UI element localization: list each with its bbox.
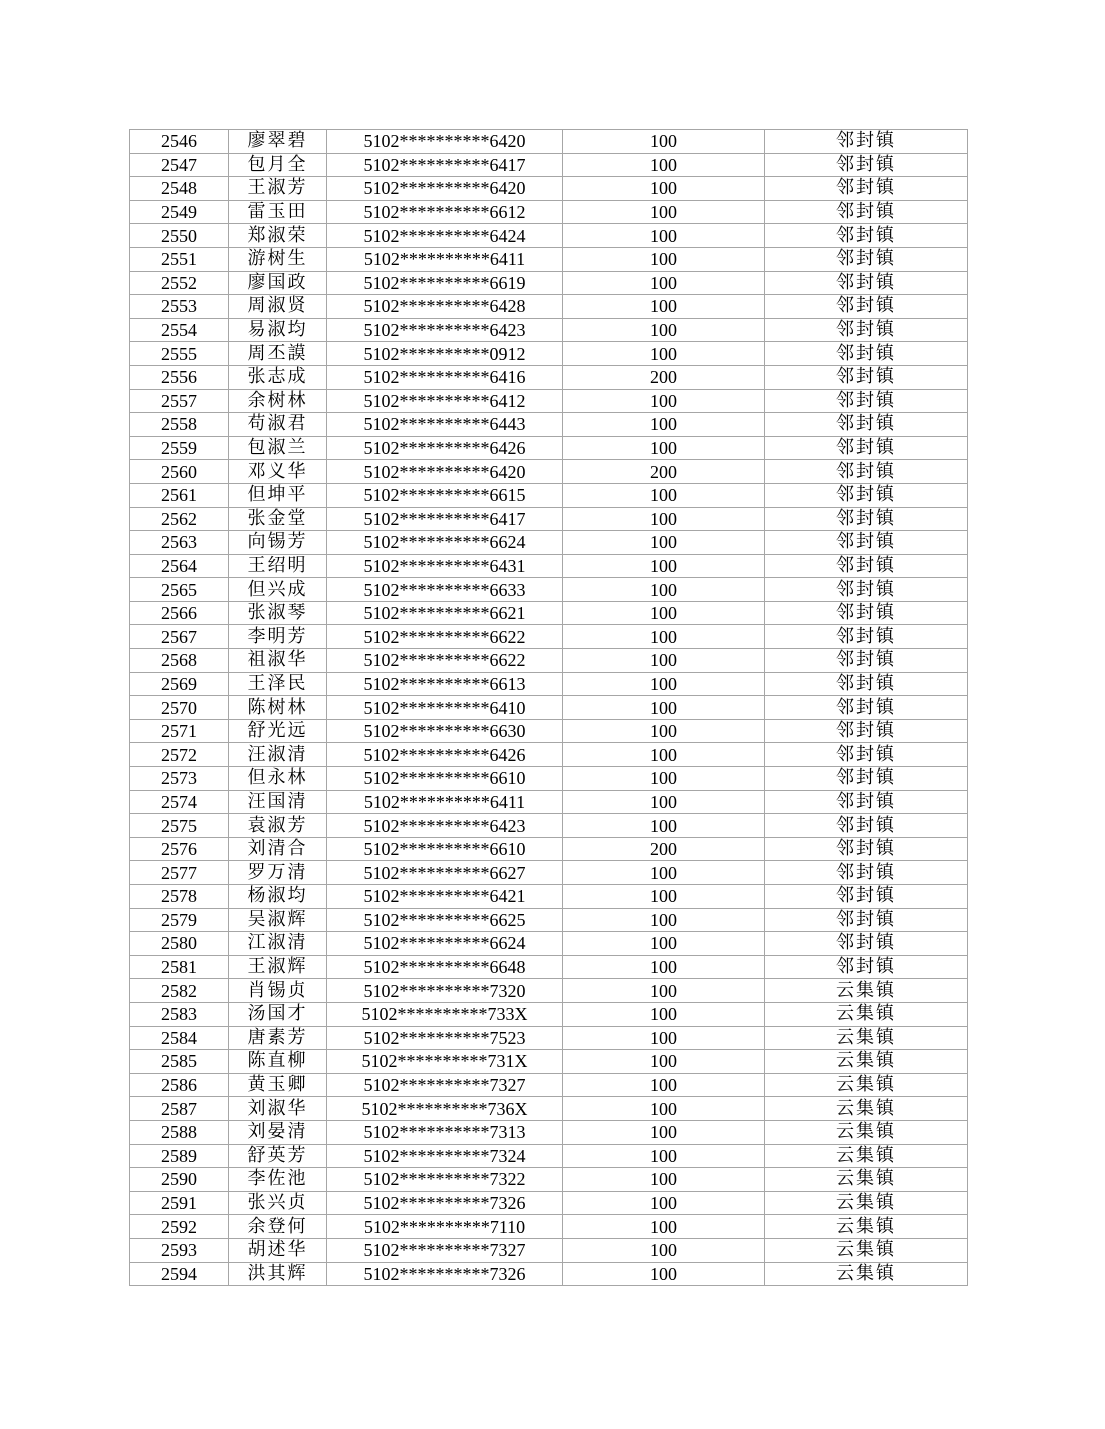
id-number-cell: 5102**********7322	[327, 1168, 563, 1192]
id-number-cell: 5102**********6412	[327, 389, 563, 413]
id-number-cell: 5102**********6627	[327, 861, 563, 885]
amount-cell: 100	[563, 295, 765, 319]
table-row	[130, 837, 968, 861]
id-number-cell: 5102**********6630	[327, 719, 563, 743]
id-number-cell: 5102**********6410	[327, 696, 563, 720]
table-row	[130, 436, 968, 460]
table-row	[130, 1144, 968, 1168]
row-number-cell: 2586	[130, 1073, 229, 1097]
town-cell: 邻封镇	[765, 814, 968, 838]
table-row	[130, 271, 968, 295]
row-number-cell: 2582	[130, 979, 229, 1003]
town-cell: 云集镇	[765, 979, 968, 1003]
table-row	[130, 554, 968, 578]
id-number-cell: 5102**********0912	[327, 342, 563, 366]
amount-cell: 100	[563, 601, 765, 625]
town-cell: 云集镇	[765, 1144, 968, 1168]
person-name-cell: 汪淑清	[229, 743, 327, 767]
table-row	[130, 743, 968, 767]
town-cell: 邻封镇	[765, 507, 968, 531]
person-name-cell: 袁淑芳	[229, 814, 327, 838]
table-row	[130, 908, 968, 932]
id-number-cell: 5102**********6622	[327, 649, 563, 673]
person-name-cell: 周丕謨	[229, 342, 327, 366]
row-number-cell: 2575	[130, 814, 229, 838]
person-name-cell: 杨淑均	[229, 885, 327, 909]
person-name-cell: 唐素芳	[229, 1026, 327, 1050]
town-cell: 邻封镇	[765, 625, 968, 649]
town-cell: 云集镇	[765, 1050, 968, 1074]
amount-cell: 200	[563, 365, 765, 389]
person-name-cell: 刘淑华	[229, 1097, 327, 1121]
town-cell: 邻封镇	[765, 531, 968, 555]
table-row	[130, 224, 968, 248]
person-name-cell: 李佐池	[229, 1168, 327, 1192]
row-number-cell: 2593	[130, 1238, 229, 1262]
town-cell: 云集镇	[765, 1191, 968, 1215]
person-name-cell: 邓义华	[229, 460, 327, 484]
table-row	[130, 153, 968, 177]
row-number-cell: 2550	[130, 224, 229, 248]
person-name-cell: 张兴贞	[229, 1191, 327, 1215]
amount-cell: 100	[563, 908, 765, 932]
person-name-cell: 吴淑辉	[229, 908, 327, 932]
table-row	[130, 1238, 968, 1262]
amount-cell: 100	[563, 318, 765, 342]
row-number-cell: 2548	[130, 177, 229, 201]
id-number-cell: 5102**********6423	[327, 814, 563, 838]
row-number-cell: 2572	[130, 743, 229, 767]
table-row	[130, 1073, 968, 1097]
table-row	[130, 460, 968, 484]
row-number-cell: 2576	[130, 837, 229, 861]
town-cell: 邻封镇	[765, 837, 968, 861]
amount-cell: 100	[563, 1002, 765, 1026]
amount-cell: 100	[563, 153, 765, 177]
person-name-cell: 张志成	[229, 365, 327, 389]
person-name-cell: 余树林	[229, 389, 327, 413]
town-cell: 邻封镇	[765, 177, 968, 201]
town-cell: 邻封镇	[765, 767, 968, 791]
town-cell: 邻封镇	[765, 578, 968, 602]
amount-cell: 100	[563, 483, 765, 507]
table-row	[130, 318, 968, 342]
amount-cell: 100	[563, 271, 765, 295]
id-number-cell: 5102**********6417	[327, 507, 563, 531]
person-name-cell: 张淑琴	[229, 601, 327, 625]
town-cell: 邻封镇	[765, 719, 968, 743]
town-cell: 邻封镇	[765, 318, 968, 342]
table-row	[130, 719, 968, 743]
row-number-cell: 2553	[130, 295, 229, 319]
table-row	[130, 814, 968, 838]
table-row	[130, 979, 968, 1003]
id-number-cell: 5102**********6621	[327, 601, 563, 625]
town-cell: 邻封镇	[765, 743, 968, 767]
amount-cell: 100	[563, 649, 765, 673]
row-number-cell: 2589	[130, 1144, 229, 1168]
table-row	[130, 200, 968, 224]
amount-cell: 100	[563, 130, 765, 154]
row-number-cell: 2588	[130, 1120, 229, 1144]
table-row	[130, 649, 968, 673]
id-number-cell: 5102**********6420	[327, 460, 563, 484]
town-cell: 邻封镇	[765, 861, 968, 885]
id-number-cell: 5102**********6633	[327, 578, 563, 602]
id-number-cell: 5102**********733X	[327, 1002, 563, 1026]
table-row	[130, 1262, 968, 1286]
row-number-cell: 2592	[130, 1215, 229, 1239]
amount-cell: 100	[563, 247, 765, 271]
id-number-cell: 5102**********7326	[327, 1191, 563, 1215]
row-number-cell: 2562	[130, 507, 229, 531]
row-number-cell: 2594	[130, 1262, 229, 1286]
table-row	[130, 177, 968, 201]
table-row	[130, 1002, 968, 1026]
row-number-cell: 2584	[130, 1026, 229, 1050]
amount-cell: 100	[563, 1026, 765, 1050]
person-name-cell: 汤国才	[229, 1002, 327, 1026]
table-row	[130, 507, 968, 531]
id-number-cell: 5102**********6648	[327, 955, 563, 979]
amount-cell: 100	[563, 979, 765, 1003]
person-name-cell: 廖国政	[229, 271, 327, 295]
row-number-cell: 2578	[130, 885, 229, 909]
amount-cell: 100	[563, 932, 765, 956]
person-name-cell: 但永林	[229, 767, 327, 791]
table-row	[130, 578, 968, 602]
table-row	[130, 790, 968, 814]
roster-table-body	[130, 130, 968, 1286]
person-name-cell: 游树生	[229, 247, 327, 271]
amount-cell: 100	[563, 767, 765, 791]
town-cell: 云集镇	[765, 1120, 968, 1144]
row-number-cell: 2565	[130, 578, 229, 602]
table-row	[130, 295, 968, 319]
person-name-cell: 黄玉卿	[229, 1073, 327, 1097]
person-name-cell: 汪国清	[229, 790, 327, 814]
row-number-cell: 2571	[130, 719, 229, 743]
row-number-cell: 2570	[130, 696, 229, 720]
person-name-cell: 舒英芳	[229, 1144, 327, 1168]
id-number-cell: 5102**********7313	[327, 1120, 563, 1144]
town-cell: 云集镇	[765, 1238, 968, 1262]
row-number-cell: 2580	[130, 932, 229, 956]
row-number-cell: 2567	[130, 625, 229, 649]
id-number-cell: 5102**********6624	[327, 932, 563, 956]
town-cell: 邻封镇	[765, 200, 968, 224]
town-cell: 云集镇	[765, 1097, 968, 1121]
town-cell: 邻封镇	[765, 389, 968, 413]
person-name-cell: 廖翠碧	[229, 130, 327, 154]
id-number-cell: 5102**********6612	[327, 200, 563, 224]
person-name-cell: 包月全	[229, 153, 327, 177]
table-row	[130, 1191, 968, 1215]
id-number-cell: 5102**********6420	[327, 177, 563, 201]
row-number-cell: 2573	[130, 767, 229, 791]
row-number-cell: 2590	[130, 1168, 229, 1192]
amount-cell: 100	[563, 696, 765, 720]
id-number-cell: 5102**********7523	[327, 1026, 563, 1050]
person-name-cell: 王淑辉	[229, 955, 327, 979]
town-cell: 邻封镇	[765, 672, 968, 696]
amount-cell: 100	[563, 554, 765, 578]
row-number-cell: 2581	[130, 955, 229, 979]
town-cell: 邻封镇	[765, 908, 968, 932]
row-number-cell: 2579	[130, 908, 229, 932]
row-number-cell: 2577	[130, 861, 229, 885]
person-name-cell: 但坤平	[229, 483, 327, 507]
id-number-cell: 5102**********6411	[327, 247, 563, 271]
person-name-cell: 刘晏清	[229, 1120, 327, 1144]
amount-cell: 100	[563, 224, 765, 248]
table-row	[130, 1168, 968, 1192]
id-number-cell: 5102**********6610	[327, 767, 563, 791]
town-cell: 邻封镇	[765, 790, 968, 814]
person-name-cell: 祖淑华	[229, 649, 327, 673]
table-row	[130, 365, 968, 389]
row-number-cell: 2583	[130, 1002, 229, 1026]
row-number-cell: 2574	[130, 790, 229, 814]
table-row	[130, 389, 968, 413]
row-number-cell: 2566	[130, 601, 229, 625]
amount-cell: 100	[563, 1262, 765, 1286]
id-number-cell: 5102**********7110	[327, 1215, 563, 1239]
person-name-cell: 王淑芳	[229, 177, 327, 201]
person-name-cell: 李明芳	[229, 625, 327, 649]
person-name-cell: 胡述华	[229, 1238, 327, 1262]
town-cell: 邻封镇	[765, 224, 968, 248]
amount-cell: 100	[563, 200, 765, 224]
amount-cell: 200	[563, 837, 765, 861]
town-cell: 云集镇	[765, 1168, 968, 1192]
person-name-cell: 王泽民	[229, 672, 327, 696]
id-number-cell: 5102**********6428	[327, 295, 563, 319]
town-cell: 邻封镇	[765, 885, 968, 909]
town-cell: 邻封镇	[765, 649, 968, 673]
person-name-cell: 张金堂	[229, 507, 327, 531]
town-cell: 云集镇	[765, 1073, 968, 1097]
table-row	[130, 1120, 968, 1144]
town-cell: 邻封镇	[765, 153, 968, 177]
id-number-cell: 5102**********6615	[327, 483, 563, 507]
person-name-cell: 罗万清	[229, 861, 327, 885]
amount-cell: 100	[563, 436, 765, 460]
town-cell: 邻封镇	[765, 554, 968, 578]
town-cell: 邻封镇	[765, 365, 968, 389]
id-number-cell: 5102**********6613	[327, 672, 563, 696]
person-name-cell: 易淑均	[229, 318, 327, 342]
id-number-cell: 5102**********6424	[327, 224, 563, 248]
town-cell: 邻封镇	[765, 342, 968, 366]
person-name-cell: 肖锡贞	[229, 979, 327, 1003]
amount-cell: 100	[563, 1238, 765, 1262]
amount-cell: 100	[563, 413, 765, 437]
town-cell: 邻封镇	[765, 460, 968, 484]
amount-cell: 100	[563, 342, 765, 366]
roster-table	[129, 129, 968, 1286]
table-row	[130, 1215, 968, 1239]
row-number-cell: 2557	[130, 389, 229, 413]
id-number-cell: 5102**********6417	[327, 153, 563, 177]
row-number-cell: 2555	[130, 342, 229, 366]
id-number-cell: 5102**********6624	[327, 531, 563, 555]
id-number-cell: 5102**********7324	[327, 1144, 563, 1168]
amount-cell: 100	[563, 1097, 765, 1121]
town-cell: 邻封镇	[765, 436, 968, 460]
id-number-cell: 5102**********6423	[327, 318, 563, 342]
row-number-cell: 2558	[130, 413, 229, 437]
amount-cell: 100	[563, 719, 765, 743]
person-name-cell: 陈直柳	[229, 1050, 327, 1074]
id-number-cell: 5102**********6610	[327, 837, 563, 861]
table-row	[130, 413, 968, 437]
amount-cell: 100	[563, 1050, 765, 1074]
id-number-cell: 5102**********736X	[327, 1097, 563, 1121]
row-number-cell: 2549	[130, 200, 229, 224]
id-number-cell: 5102**********7327	[327, 1238, 563, 1262]
table-row	[130, 1026, 968, 1050]
person-name-cell: 刘清合	[229, 837, 327, 861]
person-name-cell: 包淑兰	[229, 436, 327, 460]
row-number-cell: 2556	[130, 365, 229, 389]
row-number-cell: 2554	[130, 318, 229, 342]
table-row	[130, 696, 968, 720]
person-name-cell: 陈树林	[229, 696, 327, 720]
town-cell: 云集镇	[765, 1215, 968, 1239]
row-number-cell: 2559	[130, 436, 229, 460]
person-name-cell: 江淑清	[229, 932, 327, 956]
row-number-cell: 2568	[130, 649, 229, 673]
id-number-cell: 5102**********6622	[327, 625, 563, 649]
amount-cell: 100	[563, 1215, 765, 1239]
row-number-cell: 2552	[130, 271, 229, 295]
table-row	[130, 955, 968, 979]
row-number-cell: 2546	[130, 130, 229, 154]
row-number-cell: 2563	[130, 531, 229, 555]
table-row	[130, 601, 968, 625]
id-number-cell: 5102**********6416	[327, 365, 563, 389]
row-number-cell: 2585	[130, 1050, 229, 1074]
town-cell: 邻封镇	[765, 130, 968, 154]
id-number-cell: 5102**********6443	[327, 413, 563, 437]
table-row	[130, 342, 968, 366]
amount-cell: 100	[563, 814, 765, 838]
person-name-cell: 苟淑君	[229, 413, 327, 437]
amount-cell: 100	[563, 743, 765, 767]
table-row	[130, 1097, 968, 1121]
table-row	[130, 767, 968, 791]
amount-cell: 100	[563, 1120, 765, 1144]
table-row	[130, 483, 968, 507]
id-number-cell: 5102**********6426	[327, 436, 563, 460]
amount-cell: 100	[563, 861, 765, 885]
amount-cell: 100	[563, 578, 765, 602]
amount-cell: 100	[563, 531, 765, 555]
amount-cell: 100	[563, 1191, 765, 1215]
town-cell: 邻封镇	[765, 483, 968, 507]
town-cell: 邻封镇	[765, 696, 968, 720]
town-cell: 云集镇	[765, 1026, 968, 1050]
town-cell: 邻封镇	[765, 271, 968, 295]
id-number-cell: 5102**********7320	[327, 979, 563, 1003]
row-number-cell: 2560	[130, 460, 229, 484]
table-row	[130, 861, 968, 885]
amount-cell: 100	[563, 1168, 765, 1192]
row-number-cell: 2547	[130, 153, 229, 177]
id-number-cell: 5102**********7326	[327, 1262, 563, 1286]
amount-cell: 100	[563, 177, 765, 201]
id-number-cell: 5102**********6625	[327, 908, 563, 932]
person-name-cell: 周淑贤	[229, 295, 327, 319]
town-cell: 邻封镇	[765, 247, 968, 271]
table-row	[130, 247, 968, 271]
id-number-cell: 5102**********6431	[327, 554, 563, 578]
town-cell: 邻封镇	[765, 295, 968, 319]
table-row	[130, 625, 968, 649]
id-number-cell: 5102**********6426	[327, 743, 563, 767]
row-number-cell: 2561	[130, 483, 229, 507]
table-row	[130, 932, 968, 956]
row-number-cell: 2569	[130, 672, 229, 696]
row-number-cell: 2587	[130, 1097, 229, 1121]
table-row	[130, 885, 968, 909]
town-cell: 云集镇	[765, 1262, 968, 1286]
id-number-cell: 5102**********6421	[327, 885, 563, 909]
row-number-cell: 2551	[130, 247, 229, 271]
person-name-cell: 王绍明	[229, 554, 327, 578]
table-row	[130, 1050, 968, 1074]
person-name-cell: 舒光远	[229, 719, 327, 743]
amount-cell: 100	[563, 672, 765, 696]
id-number-cell: 5102**********731X	[327, 1050, 563, 1074]
town-cell: 邻封镇	[765, 955, 968, 979]
amount-cell: 100	[563, 790, 765, 814]
person-name-cell: 余登何	[229, 1215, 327, 1239]
amount-cell: 100	[563, 625, 765, 649]
amount-cell: 100	[563, 1144, 765, 1168]
amount-cell: 100	[563, 955, 765, 979]
amount-cell: 200	[563, 460, 765, 484]
amount-cell: 100	[563, 389, 765, 413]
person-name-cell: 但兴成	[229, 578, 327, 602]
id-number-cell: 5102**********6411	[327, 790, 563, 814]
id-number-cell: 5102**********6420	[327, 130, 563, 154]
town-cell: 邻封镇	[765, 932, 968, 956]
amount-cell: 100	[563, 507, 765, 531]
id-number-cell: 5102**********7327	[327, 1073, 563, 1097]
town-cell: 云集镇	[765, 1002, 968, 1026]
person-name-cell: 郑淑荣	[229, 224, 327, 248]
town-cell: 邻封镇	[765, 413, 968, 437]
person-name-cell: 向锡芳	[229, 531, 327, 555]
amount-cell: 100	[563, 1073, 765, 1097]
table-row	[130, 672, 968, 696]
row-number-cell: 2564	[130, 554, 229, 578]
id-number-cell: 5102**********6619	[327, 271, 563, 295]
amount-cell: 100	[563, 885, 765, 909]
table-row	[130, 130, 968, 154]
person-name-cell: 雷玉田	[229, 200, 327, 224]
person-name-cell: 洪其辉	[229, 1262, 327, 1286]
town-cell: 邻封镇	[765, 601, 968, 625]
row-number-cell: 2591	[130, 1191, 229, 1215]
table-row	[130, 531, 968, 555]
